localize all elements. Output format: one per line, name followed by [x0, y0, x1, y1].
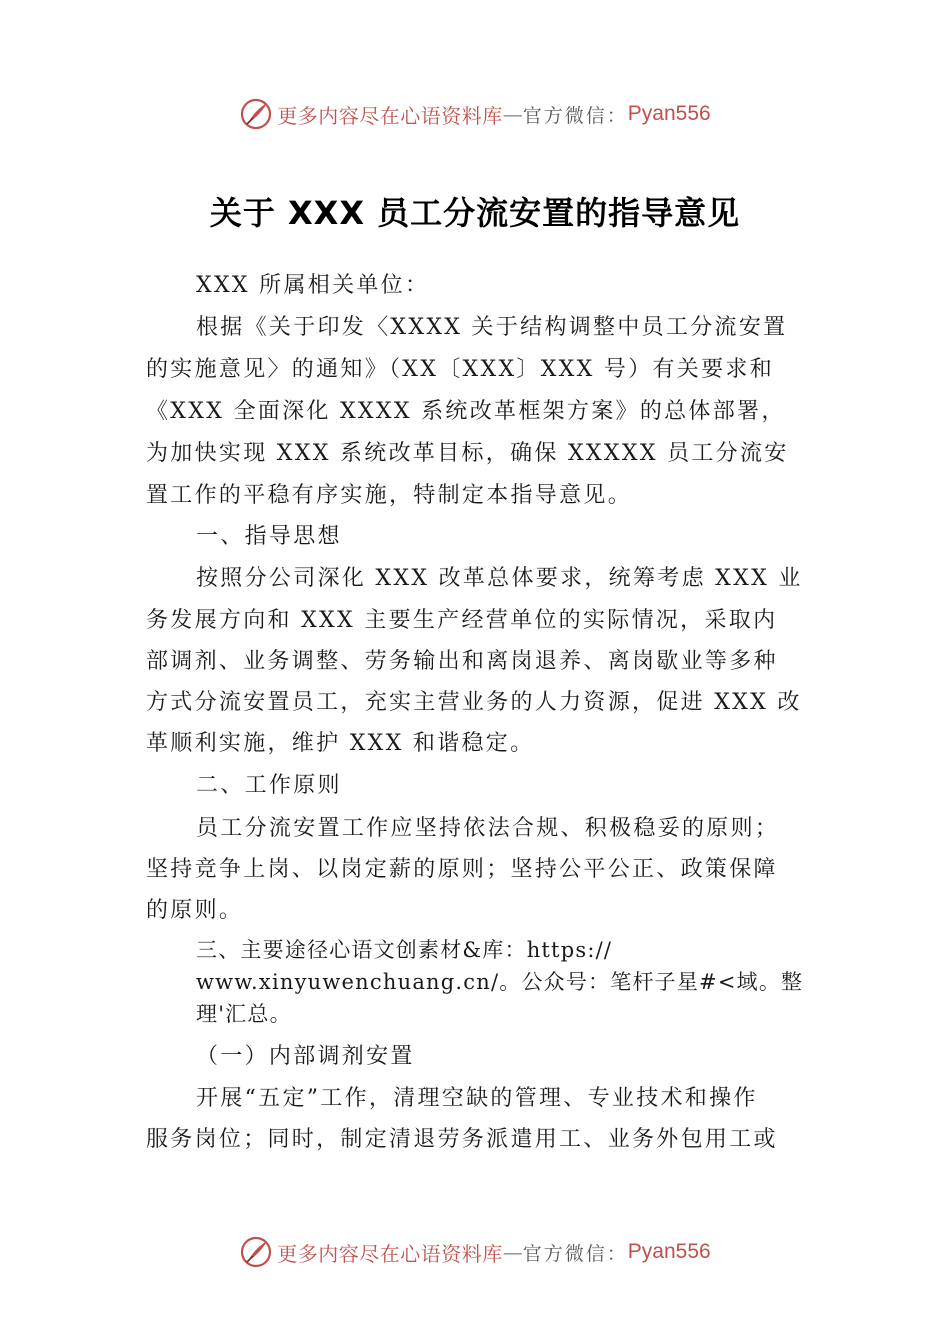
subsection-heading: （一）内部调剂安置	[196, 1044, 415, 1069]
section-heading: 三、主要途径心语文创素材&库：https://	[196, 938, 613, 962]
body-line: 革顺利实施，维护 XXX 和谐稳定。	[146, 731, 535, 756]
banner-main-text: 更多内容尽在心语资料库	[277, 1241, 503, 1266]
feather-pen-logo-icon	[239, 97, 273, 131]
body-line: 坚持竞争上岗、以岗定薪的原则；坚持公平公正、政策保障	[146, 857, 778, 882]
body-line: 方式分流安置员工，充实主营业务的人力资源，促进 XXX 改	[146, 690, 802, 715]
body-line: 员工分流安置工作应坚持依法合规、积极稳妥的原则；	[196, 816, 780, 841]
body-line: 置工作的平稳有序实施，特制定本指导意见。	[146, 483, 633, 508]
body-line: 《XXX 全面深化 XXXX 系统改革框架方案》的总体部署，	[146, 399, 786, 424]
body-line: 为加快实现 XXX 系统改革目标，确保 XXXXX 员工分流安	[146, 441, 789, 466]
body-line: 的实施意见〉的通知》（XX〔XXX〕XXX 号）有关要求和	[146, 357, 774, 382]
banner-wechat-label: 官方微信：	[522, 1242, 628, 1265]
banner-wechat-id: Pyan556	[627, 1240, 711, 1263]
body-line: 开展“五定”工作，清理空缺的管理、专业技术和操作	[196, 1086, 758, 1111]
section-heading: 一、指导思想	[196, 524, 342, 549]
banner-main-text: 更多内容尽在心语资料库	[277, 103, 503, 128]
salutation-line: XXX 所属相关单位：	[196, 273, 430, 298]
section-heading: 二、工作原则	[196, 773, 342, 798]
body-line: 理'汇总。	[196, 1002, 292, 1026]
banner-separator: —	[502, 1240, 523, 1264]
body-line: 务发展方向和 XXX 主要生产经营单位的实际情况，采取内	[146, 608, 778, 633]
body-line: 的原则。	[146, 898, 244, 923]
body-line: 服务岗位；同时，制定清退劳务派遣用工、业务外包用工或	[146, 1127, 778, 1152]
document-title: 关于 XXX 员工分流安置的指导意见	[209, 194, 741, 232]
banner-separator: —	[502, 102, 523, 126]
body-line: www.xinyuwenchuang.cn/。公众号：笔杆子星#<域。整	[196, 970, 804, 994]
body-line: 按照分公司深化 XXX 改革总体要求，统筹考虑 XXX 业	[196, 566, 803, 591]
footer-banner	[0, 1232, 950, 1272]
body-line: 部调剂、业务调整、劳务输出和离岗退养、离岗歇业等多种	[146, 649, 778, 674]
banner-wechat-label: 官方微信：	[522, 104, 628, 127]
header-banner	[0, 94, 950, 134]
banner-wechat-id: Pyan556	[627, 102, 711, 125]
feather-pen-logo-icon	[239, 1235, 273, 1269]
body-line: 根据《关于印发〈XXXX 关于结构调整中员工分流安置	[196, 315, 788, 340]
